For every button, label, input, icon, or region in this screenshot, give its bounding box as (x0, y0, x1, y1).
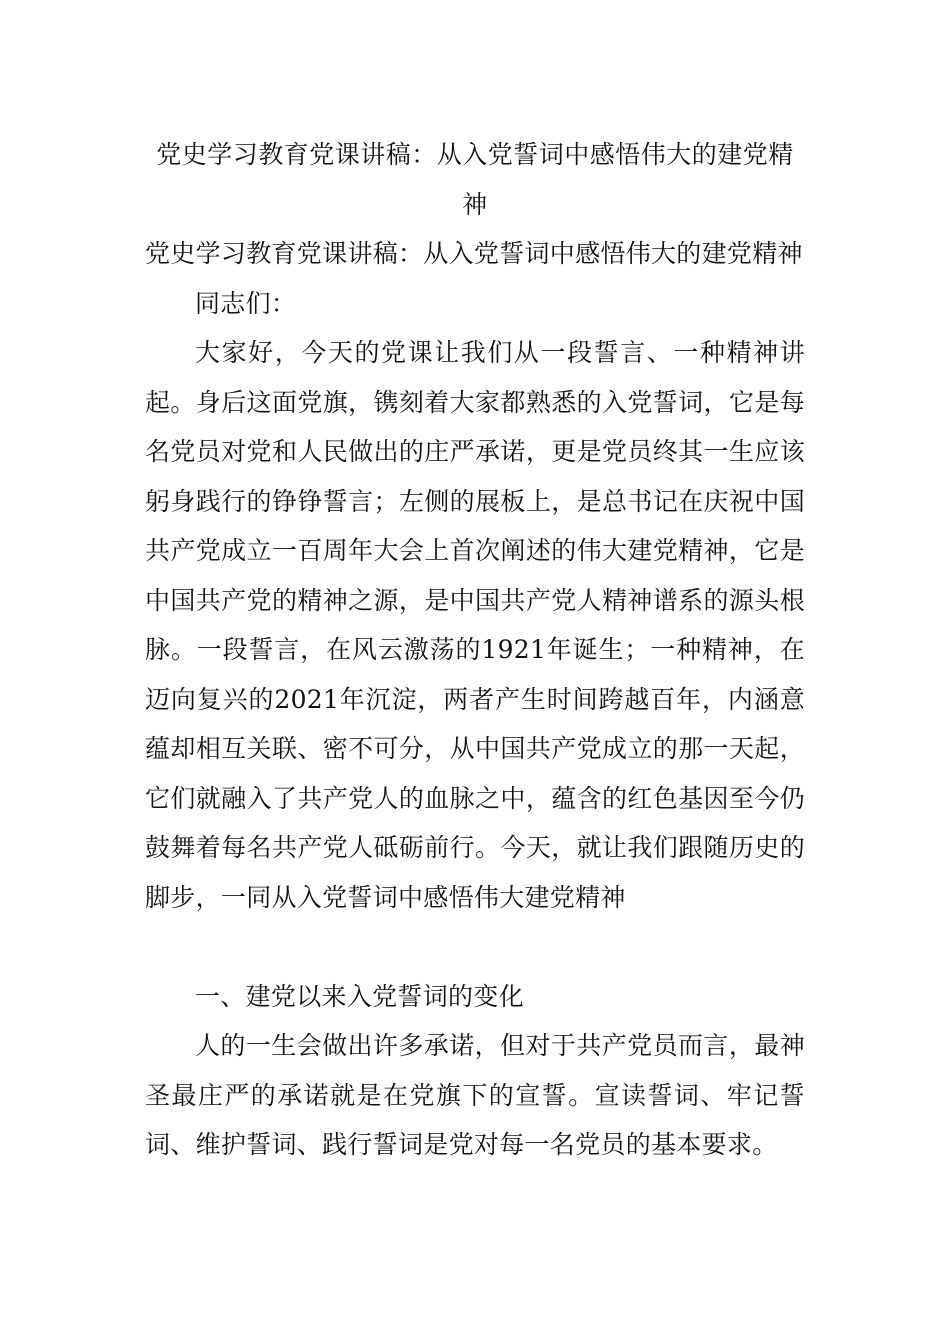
paragraph-intro: 大家好，今天的党课让我们从一段誓言、一种精神讲起。身后这面党旗，镌刻着大家都熟悉的入党誓词，它是每名党员对党和人民做出的庄严承诺，更是党员终其一生应该躬身践行的铮铮誓言；左侧的展板上，是总书记在庆祝中国共产党成立一百周年大会上首次阐述的伟大建党精神，它是中国共产党的精神之源，是中国共产党人精神谱系的源头根脉。一段誓言，在风云激荡的1921年诞生；一种精神，在迈向复兴的2021年沉淀，两者产生时间跨越百年，内涵意蕴却相互关联、密不可分，从中国共产党成立的那一天起，它们就融入了共产党人的血脉之中，蕴含的红色基因至今仍鼓舞着每名共产党人砥砺前行。今天，就让我们跟随历史的脚步，一同从入党誓词中感悟伟大建党精神 (145, 338, 805, 912)
salutation: 同志们： (195, 288, 297, 318)
paragraph-gap (145, 922, 805, 972)
document-title: 党史学习教育党课讲稿：从入党誓词中感悟伟大的建党精神 (156, 140, 794, 219)
paragraph-oath: 人的一生会做出许多承诺，但对于共产党员而言，最神圣最庄严的承诺就是在党旗下的宣誓。宣读誓词、牢记誓词、维护誓词、践行誓词是党对每一名党员的基本要求。 (145, 1031, 805, 1159)
section-heading: 一、建党以来入党誓词的变化 (195, 981, 524, 1011)
document-body (145, 229, 805, 1170)
document-subtitle: 党史学习教育党课讲稿：从入党誓词中感悟伟大的建党精神 (145, 239, 803, 268)
